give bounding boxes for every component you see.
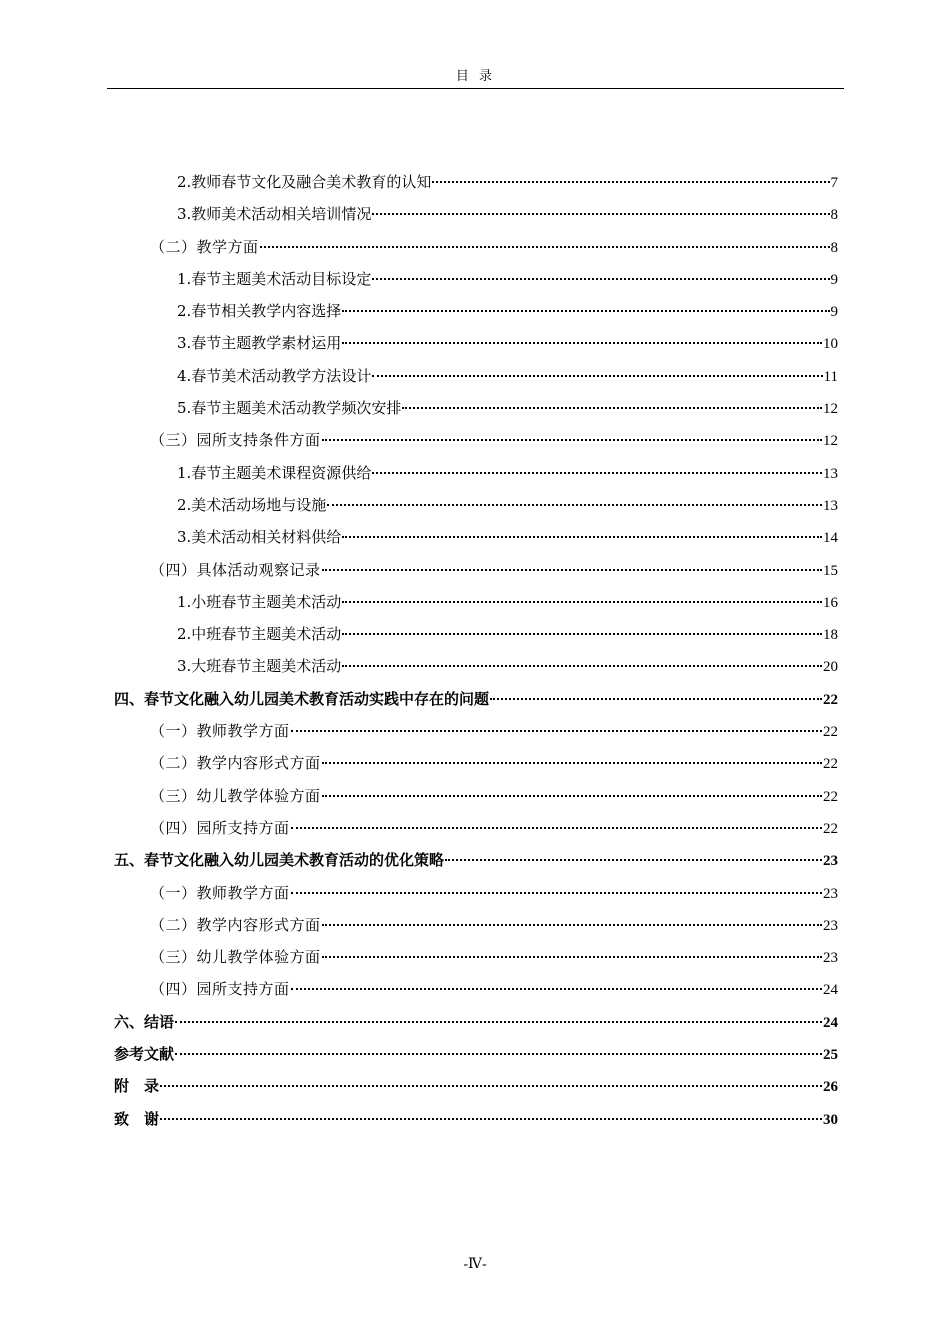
toc-dot-leader (342, 536, 822, 538)
toc-entry-page: 14 (823, 530, 838, 547)
page-header (107, 66, 844, 89)
toc-entry-page: 24 (823, 982, 838, 999)
toc-dot-leader (327, 504, 822, 506)
toc-entry-page: 7 (830, 175, 838, 191)
toc-entry[interactable] (114, 263, 838, 295)
toc-entry[interactable] (114, 586, 838, 618)
toc-entry-title: （一）教师教学方面 (150, 722, 290, 741)
toc-entry-page: 20 (823, 659, 838, 676)
toc-entry-title: 参考文献 (114, 1045, 175, 1064)
toc-entry-title: 1.春节主题美术课程资源供给 (177, 463, 372, 482)
toc-dot-leader (372, 278, 829, 280)
toc-dot-leader (291, 730, 822, 732)
toc-entry[interactable] (114, 1006, 838, 1038)
toc-entry-title: （四）园所支持方面 (150, 818, 290, 837)
toc-entry[interactable] (114, 877, 838, 909)
page-number: -Ⅳ- (463, 1257, 487, 1272)
toc-entry-page: 15 (823, 562, 838, 579)
toc-entry-page: 16 (823, 594, 838, 611)
table-of-contents (114, 166, 838, 1135)
toc-entry[interactable] (114, 198, 838, 230)
toc-dot-leader (402, 407, 822, 409)
toc-entry-title: 5.春节主题美术活动教学频次安排 (177, 399, 402, 418)
toc-dot-leader (342, 633, 822, 635)
toc-entry-title: （四）园所支持方面 (150, 980, 290, 999)
toc-entry-page: 22 (823, 691, 838, 708)
toc-entry-title: 3.春节主题教学素材运用 (177, 334, 342, 353)
toc-entry-title: 致 谢 (114, 1109, 160, 1128)
toc-dot-leader (160, 1085, 822, 1087)
toc-entry-page: 24 (823, 1014, 838, 1031)
toc-entry-page: 8 (830, 239, 838, 256)
toc-entry[interactable] (114, 424, 838, 456)
toc-entry[interactable] (114, 844, 838, 876)
toc-entry-title: （二）教学内容形式方面 (150, 754, 321, 773)
toc-entry-page: 25 (823, 1047, 838, 1064)
toc-entry-title: 五、春节文化融入幼儿园美术教育活动的优化策略 (114, 851, 445, 870)
toc-dot-leader (445, 859, 822, 861)
toc-entry-page: 13 (823, 465, 838, 482)
toc-entry[interactable] (114, 909, 838, 941)
toc-entry[interactable] (114, 1070, 838, 1102)
toc-entry[interactable] (114, 392, 838, 424)
toc-entry-title: 2.春节相关教学内容选择 (177, 302, 342, 321)
toc-dot-leader (175, 1021, 822, 1023)
toc-dot-leader (322, 762, 822, 764)
toc-dot-leader (260, 246, 830, 248)
toc-entry-title: （四）具体活动观察记录 (150, 560, 321, 579)
toc-entry[interactable] (114, 457, 838, 489)
toc-entry[interactable] (114, 683, 838, 715)
toc-entry[interactable] (114, 166, 838, 198)
toc-entry-title: 四、春节文化融入幼儿园美术教育活动实践中存在的问题 (114, 689, 490, 708)
toc-dot-leader (291, 892, 822, 894)
toc-entry-title: 3.大班春节主题美术活动 (177, 657, 342, 676)
toc-entry-page: 12 (823, 401, 838, 418)
toc-dot-leader (372, 213, 829, 215)
toc-entry-page: 22 (823, 724, 838, 741)
page-header-title: 目 录 (455, 69, 496, 84)
toc-entry-title: 4.春节美术活动教学方法设计 (177, 366, 372, 385)
toc-dot-leader (372, 375, 822, 377)
toc-entry-title: 六、结语 (114, 1012, 175, 1031)
toc-dot-leader (322, 795, 822, 797)
toc-entry[interactable] (114, 941, 838, 973)
toc-entry[interactable] (114, 521, 838, 553)
toc-entry-title: 3.教师美术活动相关培训情况 (177, 205, 372, 224)
toc-entry[interactable] (114, 231, 838, 263)
toc-entry[interactable] (114, 360, 838, 392)
toc-dot-leader (322, 439, 822, 441)
toc-dot-leader (160, 1118, 822, 1120)
toc-entry[interactable] (114, 295, 838, 327)
toc-dot-leader (322, 956, 822, 958)
toc-entry-title: 2.教师春节文化及融合美术教育的认知 (177, 173, 432, 191)
toc-entry-page: 22 (823, 788, 838, 805)
toc-entry[interactable] (114, 650, 838, 682)
toc-entry-title: 附 录 (114, 1077, 160, 1096)
toc-dot-leader (342, 342, 822, 344)
toc-entry-title: （二）教学内容形式方面 (150, 915, 321, 934)
toc-entry[interactable] (114, 973, 838, 1005)
toc-entry-page: 23 (823, 950, 838, 967)
toc-dot-leader (342, 601, 822, 603)
toc-entry[interactable] (114, 747, 838, 779)
toc-entry[interactable] (114, 715, 838, 747)
toc-dot-leader (291, 827, 822, 829)
toc-entry-page: 22 (823, 756, 838, 773)
toc-dot-leader (322, 569, 822, 571)
toc-entry-page: 23 (823, 853, 838, 870)
toc-dot-leader (432, 181, 829, 183)
toc-dot-leader (372, 472, 822, 474)
toc-entry-page: 23 (823, 885, 838, 902)
toc-entry-page: 23 (823, 917, 838, 934)
toc-entry-page: 11 (823, 368, 838, 385)
page-footer (0, 1256, 950, 1273)
toc-entry[interactable] (114, 618, 838, 650)
toc-entry[interactable] (114, 812, 838, 844)
toc-dot-leader (342, 665, 822, 667)
toc-entry-title: （一）教师教学方面 (150, 883, 290, 902)
toc-entry[interactable] (114, 780, 838, 812)
toc-entry[interactable] (114, 1103, 838, 1135)
toc-entry-title: 1.春节主题美术活动目标设定 (177, 269, 372, 288)
toc-entry-page: 26 (823, 1079, 838, 1096)
toc-entry-title: （三）园所支持条件方面 (150, 431, 321, 450)
toc-entry[interactable] (114, 554, 838, 586)
toc-entry-title: 3.美术活动相关材料供给 (177, 528, 342, 547)
toc-entry-page: 9 (830, 304, 838, 321)
toc-entry-page: 22 (823, 820, 838, 837)
toc-entry-title: 2.美术活动场地与设施 (177, 495, 327, 514)
toc-dot-leader (490, 698, 822, 700)
toc-entry-title: （三）幼儿教学体验方面 (150, 948, 321, 967)
toc-entry[interactable] (114, 489, 838, 521)
toc-entry-page: 9 (830, 271, 838, 288)
toc-dot-leader (291, 988, 822, 990)
toc-entry-title: 1.小班春节主题美术活动 (177, 592, 342, 611)
toc-entry[interactable] (114, 1038, 838, 1070)
toc-entry-page: 30 (823, 1111, 838, 1128)
toc-entry-title: 2.中班春节主题美术活动 (177, 625, 342, 644)
toc-dot-leader (342, 310, 829, 312)
toc-dot-leader (322, 924, 822, 926)
toc-dot-leader (175, 1053, 822, 1055)
toc-entry-page: 12 (823, 433, 838, 450)
toc-entry-page: 13 (823, 497, 838, 514)
toc-entry-page: 8 (830, 207, 838, 224)
toc-entry-page: 10 (823, 336, 838, 353)
toc-entry[interactable] (114, 327, 838, 359)
toc-entry-title: （三）幼儿教学体验方面 (150, 786, 321, 805)
toc-entry-title: （二）教学方面 (150, 237, 259, 256)
toc-entry-page: 18 (823, 627, 838, 644)
